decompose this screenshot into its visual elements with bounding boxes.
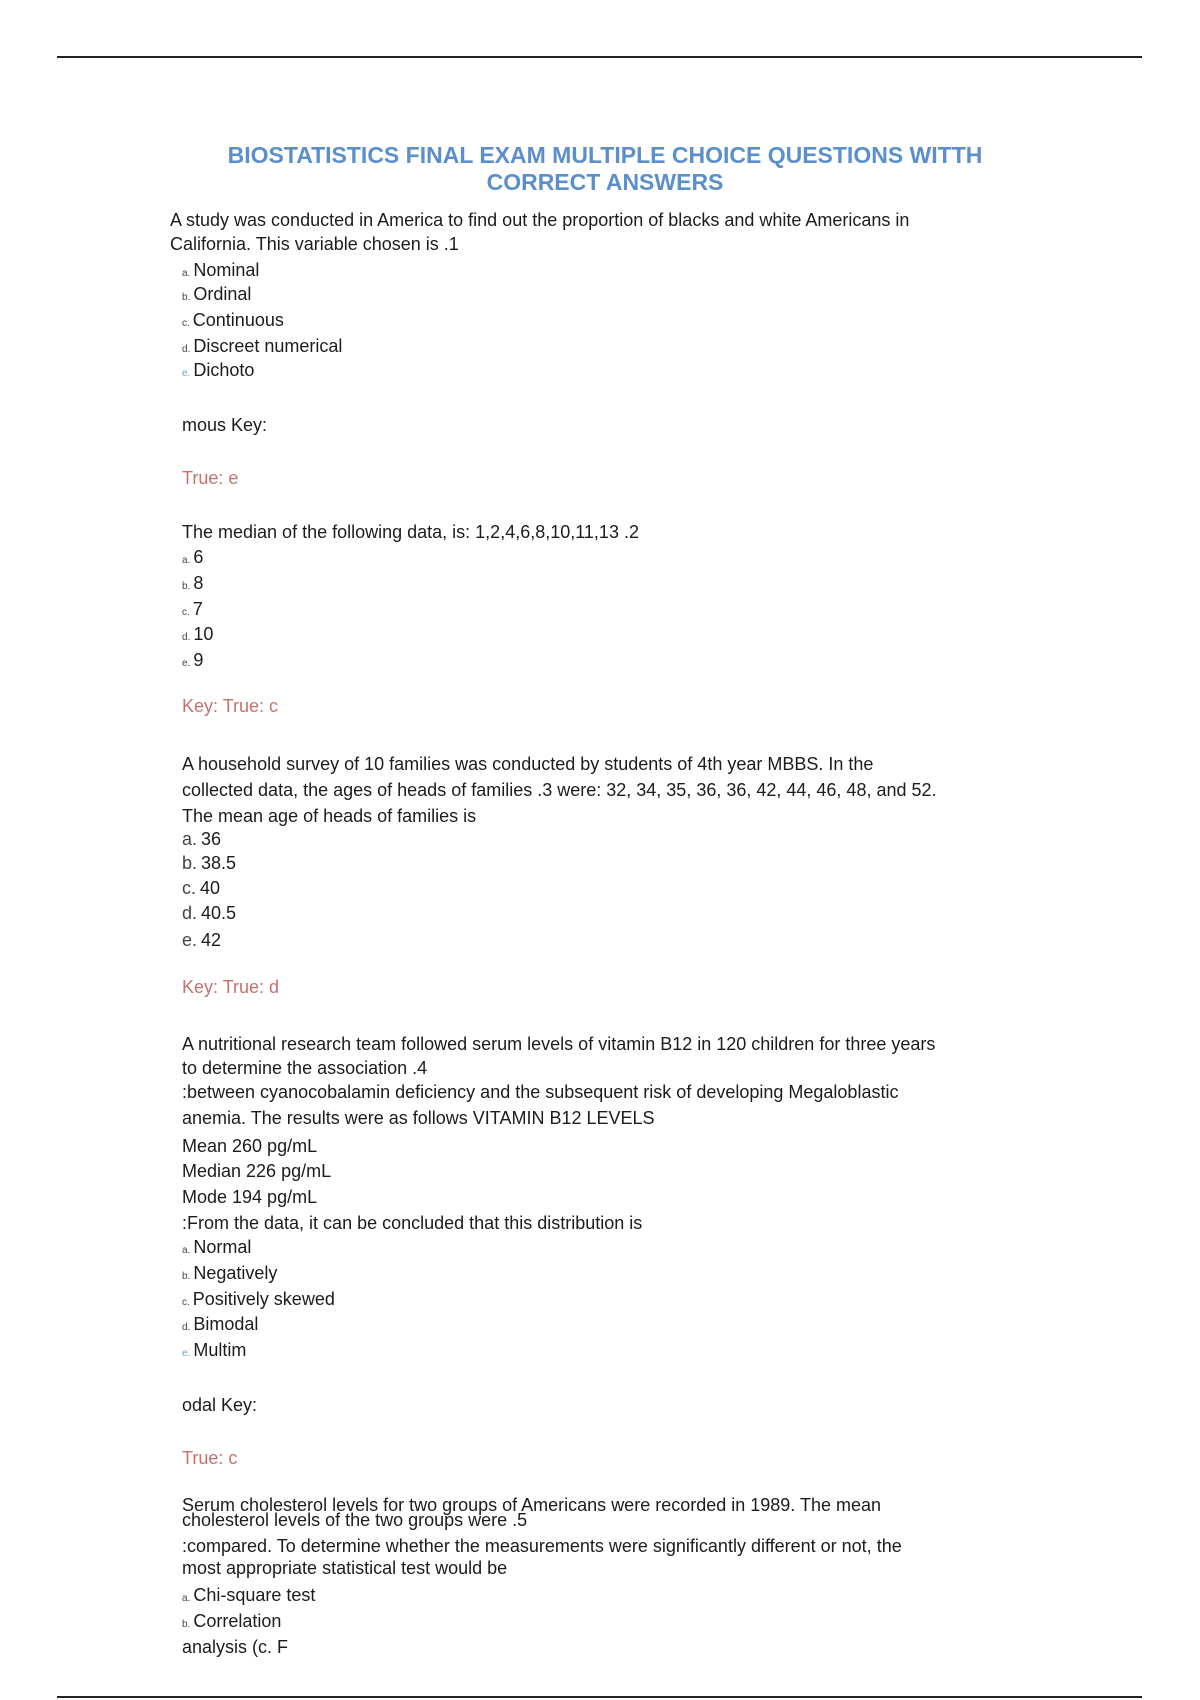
q1-continuation: mous Key: xyxy=(182,415,268,435)
option-letter: d. xyxy=(182,903,198,923)
option-text: Continuous xyxy=(192,310,284,330)
q1-option-a xyxy=(182,259,259,285)
option-text: 38.5 xyxy=(201,853,237,873)
q3-option-d xyxy=(182,902,236,924)
q2-answer-key: Key: True: c xyxy=(182,696,279,716)
q1-answer-key: True: e xyxy=(182,468,239,488)
option-letter: a. xyxy=(182,1245,191,1256)
option-letter: a. xyxy=(182,555,191,566)
q4-data-median: Median 226 pg/mL xyxy=(182,1161,332,1181)
q5-option-a xyxy=(182,1584,315,1610)
option-letter: b. xyxy=(182,853,198,873)
q5-text-line-2: cholesterol levels of the two groups were .5 xyxy=(182,1510,528,1530)
q1-text-line-1: A study was conducted in America to find out the proportion of blacks and white Americans in xyxy=(170,210,910,230)
q3-option-a xyxy=(182,828,221,850)
q5-text-line-3: :compared. To determine whether the measurements were significantly different or not, the xyxy=(182,1536,902,1556)
option-text: 40.5 xyxy=(201,903,237,923)
q5-continuation: analysis (c. F xyxy=(182,1637,289,1657)
q5-text-line-4: most appropriate statistical test would be xyxy=(182,1558,508,1578)
option-letter: a. xyxy=(182,829,198,849)
option-text: Positively skewed xyxy=(192,1289,335,1309)
q2-option-b xyxy=(182,572,203,598)
option-letter: e. xyxy=(182,1348,191,1359)
option-text: 36 xyxy=(201,829,222,849)
q4-option-d xyxy=(182,1313,258,1339)
option-text: Nominal xyxy=(193,260,260,280)
q1-text-line-2: California. This variable chosen is .1 xyxy=(170,234,459,254)
option-text: Bimodal xyxy=(193,1314,259,1334)
option-text: 7 xyxy=(192,599,203,619)
top-rule xyxy=(57,56,1142,58)
option-text: 8 xyxy=(193,573,204,593)
q4-text-line-1: A nutritional research team followed serum levels of vitamin B12 in 120 children for three years xyxy=(182,1034,936,1054)
q4-answer-key: True: c xyxy=(182,1448,238,1468)
q4-option-a xyxy=(182,1236,251,1262)
option-text: Correlation xyxy=(193,1611,282,1631)
q2-option-e xyxy=(182,649,203,675)
option-text: Negatively xyxy=(193,1263,278,1283)
q3-answer-key: Key: True: d xyxy=(182,977,280,997)
option-letter: c. xyxy=(182,318,190,329)
option-letter: d. xyxy=(182,632,191,643)
option-text: 42 xyxy=(201,930,222,950)
q2-option-c xyxy=(182,598,203,624)
option-letter: c. xyxy=(182,1297,190,1308)
option-letter: d. xyxy=(182,1322,191,1333)
q1-option-b xyxy=(182,283,251,309)
q3-option-e xyxy=(182,929,221,951)
option-letter: b. xyxy=(182,1271,191,1282)
option-text: Ordinal xyxy=(193,284,252,304)
option-text: Dichoto xyxy=(193,360,255,380)
q3-text-line-2: collected data, the ages of heads of families .3 were: 32, 34, 35, 36, 36, 42, 44, 46, 48, and 52. xyxy=(182,780,937,800)
option-letter: a. xyxy=(182,268,191,279)
option-text: Discreet numerical xyxy=(193,336,343,356)
q4-continuation: odal Key: xyxy=(182,1395,258,1415)
title-line-1: BIOSTATISTICS FINAL EXAM MULTIPLE CHOICE QUESTIONS WITTH xyxy=(227,142,983,168)
option-text: Normal xyxy=(193,1237,252,1257)
option-text: 6 xyxy=(193,547,204,567)
q4-text-line-4: anemia. The results were as follows VITAMIN B12 LEVELS xyxy=(182,1108,655,1128)
option-text: 9 xyxy=(193,650,204,670)
option-letter: e. xyxy=(182,368,191,379)
q4-text-line-3: :between cyanocobalamin deficiency and the subsequent risk of developing Megaloblastic xyxy=(182,1082,899,1102)
q3-text-line-3: The mean age of heads of families is xyxy=(182,806,477,826)
q3-option-b xyxy=(182,852,236,874)
q2-option-a xyxy=(182,546,203,572)
q1-option-d xyxy=(182,335,342,361)
q5-option-b xyxy=(182,1610,281,1636)
q1-option-c xyxy=(182,309,284,335)
q3-text-line-1: A household survey of 10 families was conducted by students of 4th year MBBS. In the xyxy=(182,754,874,774)
option-letter: a. xyxy=(182,1593,191,1604)
option-text: Multim xyxy=(193,1340,247,1360)
q2-text: The median of the following data, is: 1,2,4,6,8,10,11,13 .2 xyxy=(182,522,639,542)
option-letter: e. xyxy=(182,658,191,669)
q3-option-c xyxy=(182,877,220,899)
option-text: 10 xyxy=(193,624,214,644)
option-letter: c. xyxy=(182,878,197,898)
option-letter: b. xyxy=(182,1619,191,1630)
q4-option-c xyxy=(182,1288,335,1314)
q4-text-line-5: :From the data, it can be concluded that this distribution is xyxy=(182,1213,643,1233)
option-letter: c. xyxy=(182,607,190,618)
q4-option-e xyxy=(182,1339,246,1365)
option-letter: b. xyxy=(182,292,191,303)
option-letter: b. xyxy=(182,581,191,592)
option-letter: e. xyxy=(182,930,198,950)
q4-option-b xyxy=(182,1262,277,1288)
q1-option-e xyxy=(182,359,254,385)
option-text: 40 xyxy=(200,878,221,898)
q5-text-line-1: Serum cholesterol levels for two groups of Americans were recorded in 1989. The mean xyxy=(182,1495,882,1515)
q2-option-d xyxy=(182,623,213,649)
option-letter: d. xyxy=(182,344,191,355)
q4-data-mode: Mode 194 pg/mL xyxy=(182,1187,318,1207)
bottom-rule xyxy=(57,1696,1142,1698)
option-text: Chi-square test xyxy=(193,1585,316,1605)
q4-text-line-2: to determine the association .4 xyxy=(182,1058,428,1078)
q4-data-mean: Mean 260 pg/mL xyxy=(182,1136,318,1156)
page-title xyxy=(140,142,1070,196)
title-line-2: CORRECT ANSWERS xyxy=(486,169,724,195)
